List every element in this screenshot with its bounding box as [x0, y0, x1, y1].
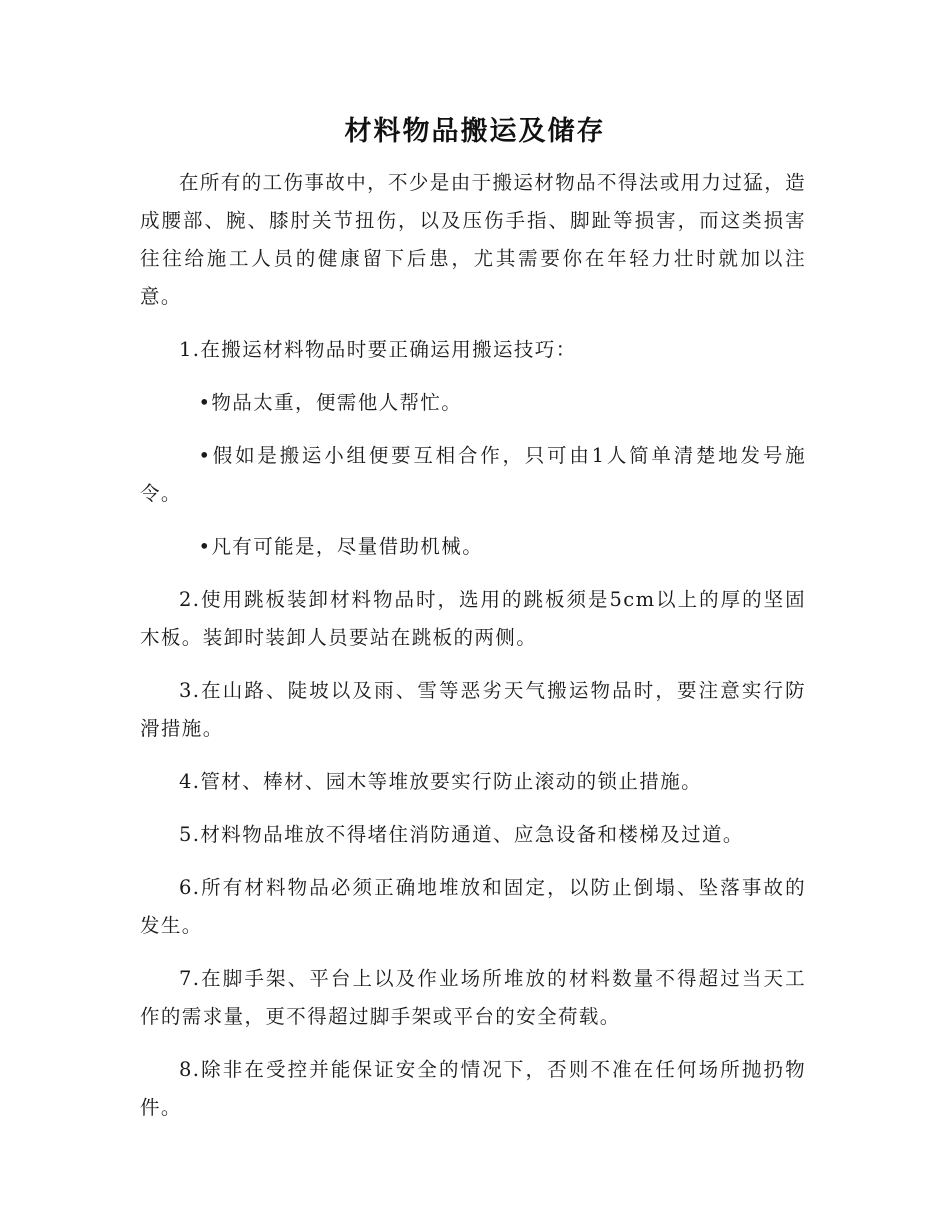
item-8-no-throwing: 8.除非在受控并能保证安全的情况下，否则不准在任何场所抛扔物件。 — [140, 1058, 806, 1119]
item-7-load-limits: 7.在脚手架、平台上以及作业场所堆放的材料数量不得超过当天工作的需求量，更不得超过脚手架或平台的安全荷载。 — [140, 967, 806, 1028]
item-3-slip-prevention: 3.在山路、陡坡以及雨、雪等恶劣天气搬运物品时，要注意实行防滑措施。 — [140, 679, 806, 740]
intro-paragraph: 在所有的工伤事故中，不少是由于搬运材物品不得法或用力过猛，造成腰部、腕、膝肘关节扭伤，以及压伤手指、脚趾等损害，而这类损害往往给施工人员的健康留下后患，尤其需要你在年轻力壮时就加以注意。 — [140, 171, 807, 308]
item-4-anti-rolling: 4.管材、棒材、园木等堆放要实行防止滚动的锁止措施。 — [179, 770, 703, 793]
document-body — [140, 164, 806, 1142]
item-1-carrying-technique: 1.在搬运材料物品时要正确运用搬运技巧： — [179, 338, 577, 361]
item-6-secure-stacking: 6.所有材料物品必须正确地堆放和固定，以防止倒塌、坠落事故的发生。 — [140, 876, 806, 937]
item-5-keep-passages-clear: 5.材料物品堆放不得堵住消防通道、应急设备和楼梯及过道。 — [179, 823, 744, 846]
bullet-use-machinery: •凡有可能是，尽量借助机械。 — [198, 535, 484, 558]
item-2-gangplank: 2.使用跳板装卸材料物品时，选用的跳板须是5cm以上的厚的坚固木板。装卸时装卸人员要站在跳板的两侧。 — [140, 588, 806, 649]
bullet-team-cooperation: •假如是搬运小组便要互相合作，只可由1人简单清楚地发号施令。 — [140, 444, 806, 505]
bullet-heavy-items: •物品太重，便需他人帮忙。 — [198, 391, 463, 414]
document-title: 材料物品搬运及储存 — [344, 116, 606, 147]
